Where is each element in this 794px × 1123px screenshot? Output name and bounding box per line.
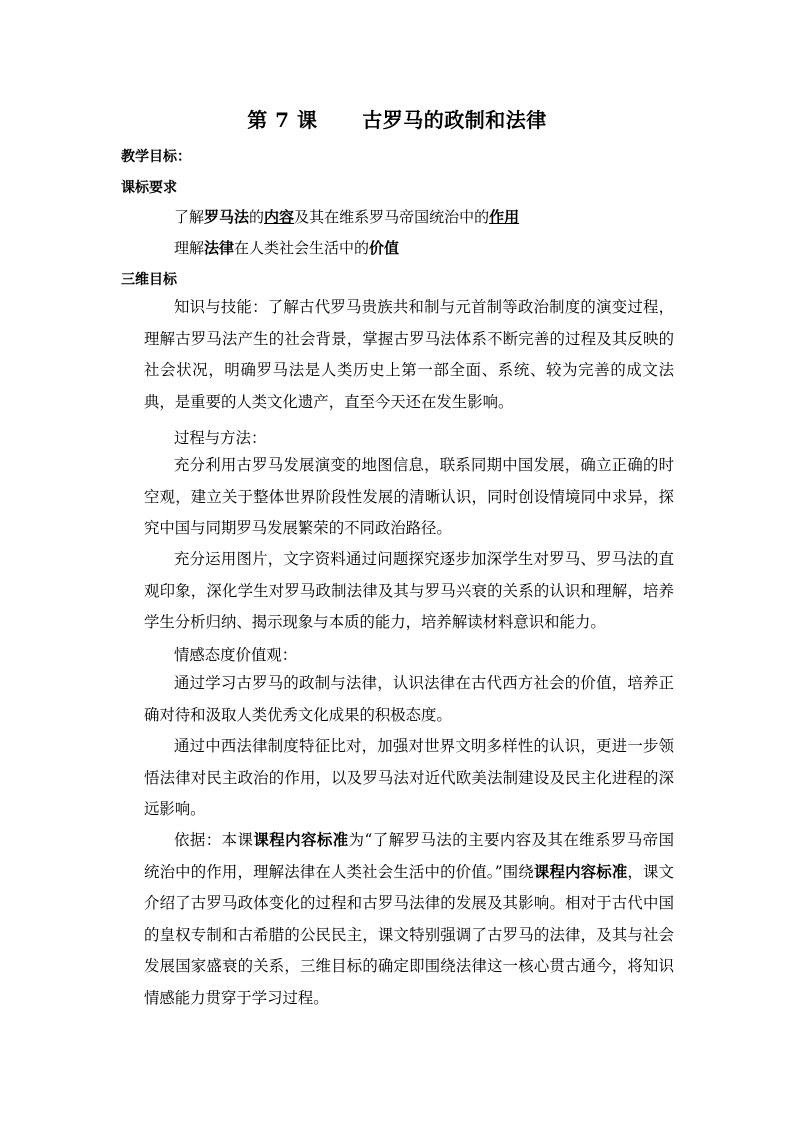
page-title: 第 7 课 古罗马的政制和法律 <box>247 108 547 132</box>
process-heading: 过程与方法： <box>174 429 267 447</box>
three-dim-heading: 三维目标 <box>121 272 177 288</box>
basis-paragraph <box>144 825 674 1014</box>
emotion-paragraph-2: 通过中西法律制度特征比对，加强对世界文明多样性的认识，更进一步领悟法律对民主政治的作用，以及罗马法对近代欧美法制建设及民主化进程的深远影响。 <box>144 737 674 818</box>
emotion-paragraph-1: 通过学习古罗马的政制与法律，认识法律在古代西方社会的价值，培养正确对待和汲取人类优秀文化成果的积极态度。 <box>144 674 674 724</box>
basis-text-2: 为“了解罗马法的主要内容及其在维系罗马帝国统治中的作用，理解法律在人类社会生活中的价值。”围绕 <box>144 831 674 881</box>
basis-bold-standard-2: 课程内容标准 <box>533 862 628 881</box>
emotion-heading: 情感态度价值观： <box>174 646 298 664</box>
teaching-goals-heading: 教学目标： <box>121 149 191 165</box>
req1-text-2: 的 <box>249 208 265 226</box>
curriculum-heading: 课标要求 <box>121 180 177 196</box>
requirement-2 <box>174 237 399 258</box>
req1-text-3: 及其在维系罗马帝国统治中的 <box>294 208 490 226</box>
req1-underline-content: 内容 <box>264 208 295 226</box>
req2-text-2: 在人类社会生活中的 <box>234 239 370 257</box>
req2-bold-law: 法律 <box>204 239 235 257</box>
basis-text-3: ，课文介绍了古罗马政体变化的过程和古罗马法律的发展及其影响。相对于古代中国的皇权专制和古希腊的公民民主，课文特别强调了古罗马的法律，及其与社会发展国家盛衰的关系，三维目标的确定即围绕法律这一核心贯古通今，将知识情感能力贯穿于学习过程。 <box>144 862 674 1007</box>
knowledge-paragraph: 知识与技能：了解古代罗马贵族共和制与元首制等政治制度的演变过程，理解古罗马法产生的社会背景，掌握古罗马法体系不断完善的过程及其反映的社会状况，明确罗马法是人类历史上第一部全面、系统、较为完善的成文法典，是重要的人类文化遗产，直至今天还在发生影响。 <box>144 298 674 411</box>
req2-text-1: 理解 <box>174 239 205 257</box>
req1-bold-roman-law: 罗马法 <box>204 208 250 226</box>
req1-underline-role: 作用 <box>489 208 520 226</box>
req1-text-1: 了解 <box>174 208 205 226</box>
process-paragraph-2: 充分运用图片，文字资料通过问题探究逐步加深学生对罗马、罗马法的直观印象，深化学生对罗马政制法律及其与罗马兴衰的关系的认识和理解，培养学生分析归纳、揭示现象与本质的能力，培养解读材料意识和能力。 <box>144 550 674 631</box>
req2-bold-value: 价值 <box>369 239 400 257</box>
requirement-1 <box>174 206 519 227</box>
basis-bold-standard-1: 课程内容标准 <box>253 831 349 849</box>
process-paragraph-1: 充分利用古罗马发展演变的地图信息，联系同期中国发展，确立正确的时空观，建立关于整体世界阶段性发展的清晰认识，同时创设情境同中求异，探究中国与同期罗马发展繁荣的不同政治路径。 <box>144 456 674 537</box>
basis-text-1: 依据：本课 <box>174 831 254 849</box>
